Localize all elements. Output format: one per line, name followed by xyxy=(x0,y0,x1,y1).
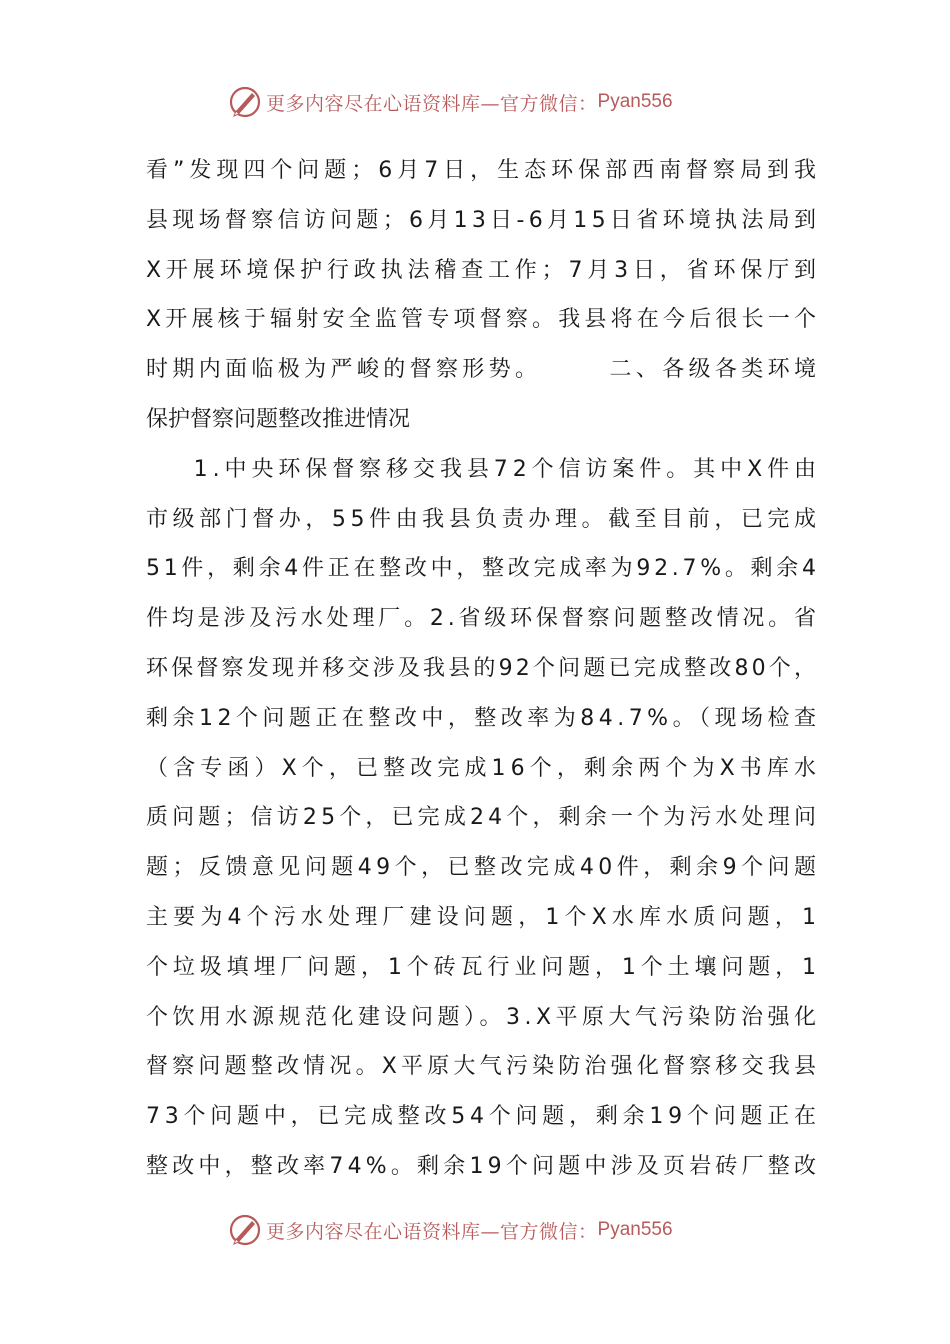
body-line: 市级部门督办，55件由我县负责办理。截至目前，已完成 xyxy=(146,506,821,532)
body-line: 73个问题中，已完成整改54个问题，剩余19个问题正在 xyxy=(146,1104,821,1130)
footer-wechat-id: Pyan556 xyxy=(597,1219,673,1240)
body-line: X开展核于辐射安全监管专项督察。我县将在今后很长一个 xyxy=(146,307,821,333)
body-line: 主要为4个污水处理厂建设问题，1个X水库水质问题，1 xyxy=(146,904,822,930)
body-line: 县现场督察信访问题；6月13日-6月15日省环境执法局到 xyxy=(146,207,821,233)
section-heading-line: 保护督察问题整改推进情况 xyxy=(146,406,411,432)
body-line: 剩余12个问题正在整改中，整改率为84.7%。（现场检查 xyxy=(146,705,821,731)
body-line: 质问题；信访25个，已完成24个，剩余一个为污水处理问 xyxy=(146,805,821,831)
body-line: 环保督察发现并移交涉及我县的92个问题已完成整改80个， xyxy=(146,655,820,681)
header-banner-text: 更多内容尽在心语资料库—官方微信： xyxy=(266,92,598,115)
document-body xyxy=(146,146,822,1192)
body-line: 51件，剩余4件正在整改中，整改完成率为92.7%。剩余4 xyxy=(146,556,820,582)
body-line: 件均是涉及污水处理厂。2.省级环保督察问题整改情况。省 xyxy=(146,606,820,632)
body-line: 个垃圾填埋厂问题，1个砖瓦行业问题，1个土壤问题，1 xyxy=(146,954,821,980)
body-line: 题；反馈意见问题49个，已整改完成40件，剩余9个问题 xyxy=(146,855,821,881)
body-line: 看”发现四个问题；6月7日，生态环保部西南督察局到我 xyxy=(146,158,821,183)
body-line: 时期内面临极为严峻的督察形势。 二、各级各类环境 xyxy=(146,357,821,383)
pen-seal-icon xyxy=(228,85,262,119)
footer-banner xyxy=(228,1212,673,1248)
header-banner xyxy=(228,84,673,120)
body-line: 1.中央环保督察移交我县72个信访案件。其中X件由 xyxy=(146,456,821,482)
body-line: X开展环境保护行政执法稽查工作；7月3日，省环保厅到 xyxy=(146,257,821,283)
body-line: 个饮用水源规范化建设问题）。3.X平原大气污染防治强化 xyxy=(146,1004,821,1030)
body-line: 督察问题整改情况。X平原大气污染防治强化督察移交我县 xyxy=(146,1054,821,1080)
body-line: （含专函）X个，已整改完成16个，剩余两个为X书库水 xyxy=(146,755,822,781)
body-line: 整改中，整改率74%。剩余19个问题中涉及页岩砖厂整改 xyxy=(146,1153,821,1179)
pen-seal-icon xyxy=(228,1213,262,1247)
footer-banner-text: 更多内容尽在心语资料库—官方微信： xyxy=(266,1220,598,1243)
header-wechat-id: Pyan556 xyxy=(597,91,673,112)
